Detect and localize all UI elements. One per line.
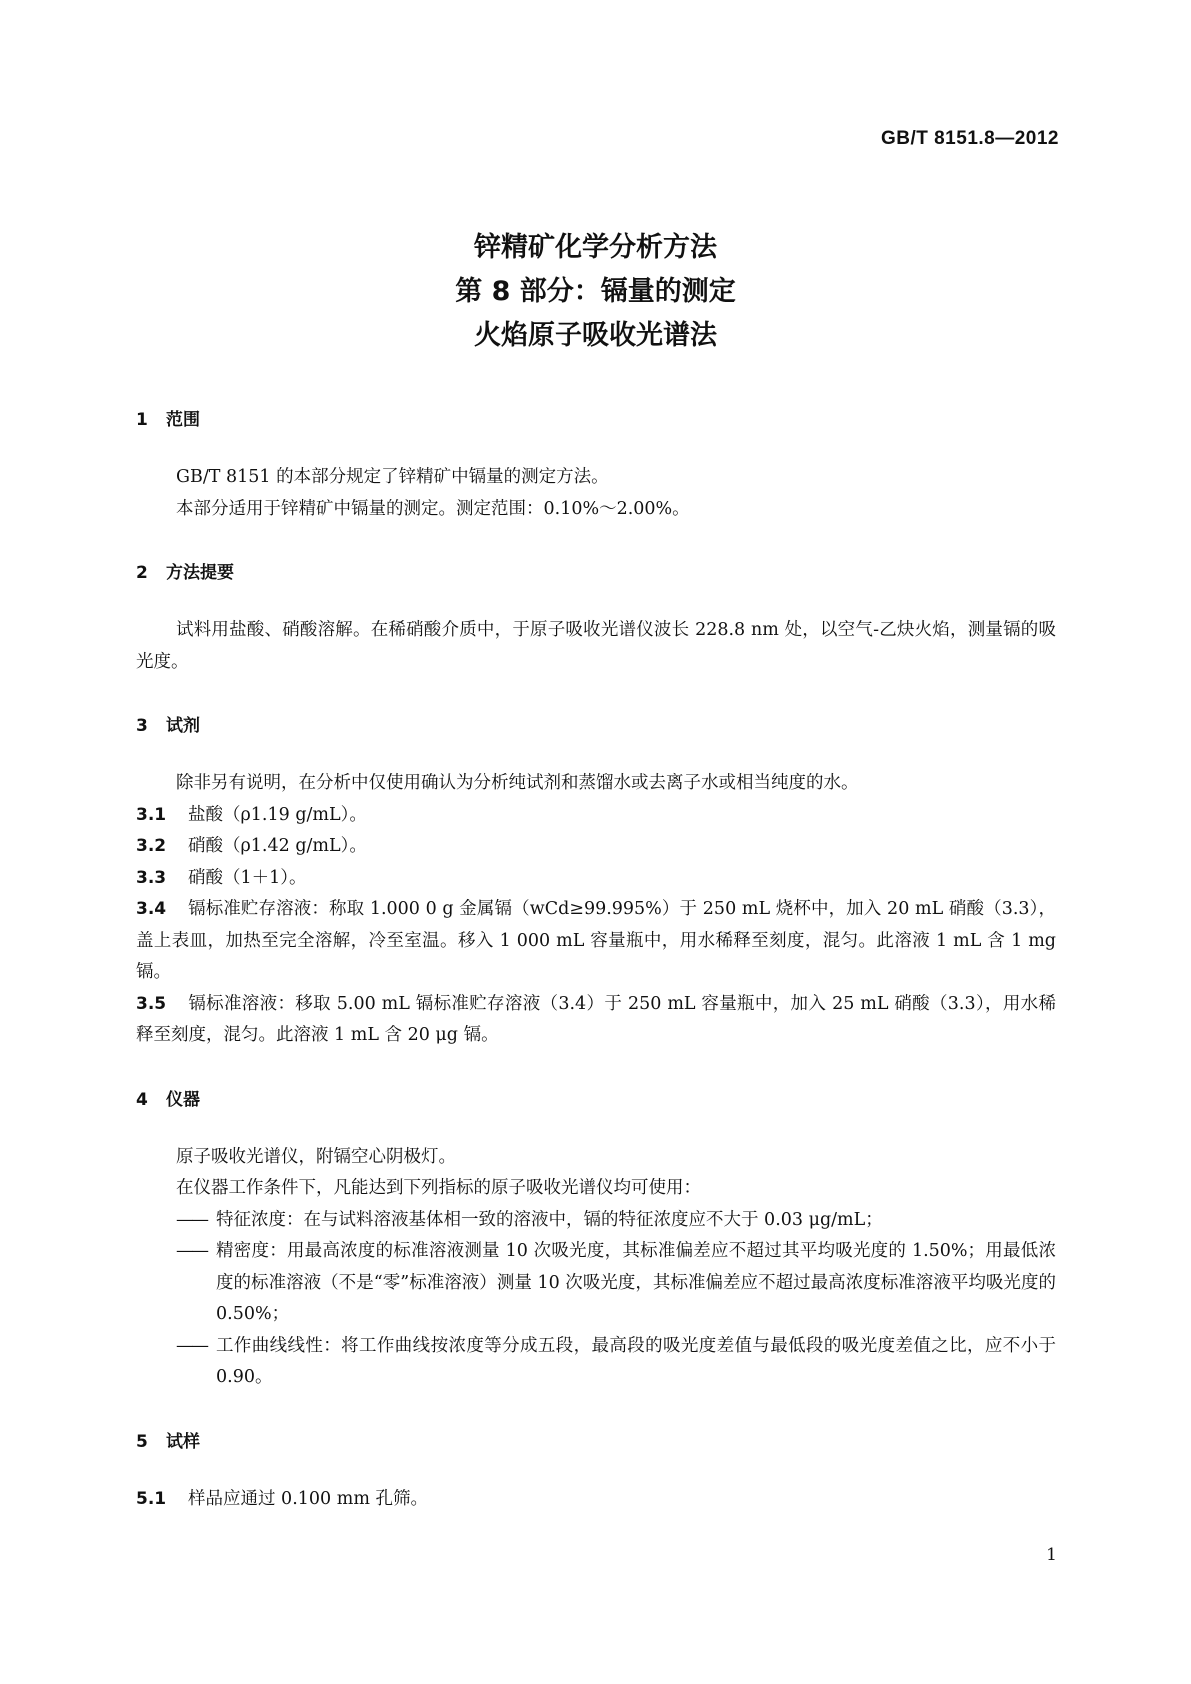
clause-number: 3.5 — [136, 993, 167, 1014]
section-heading-reagents — [136, 710, 1056, 742]
dash-list-item — [136, 1331, 1056, 1394]
clause-text: 硝酸（1＋1）。 — [188, 867, 307, 888]
document-body — [136, 404, 1056, 1515]
page-number: 1 — [1046, 1545, 1057, 1565]
title-line-3: 火焰原子吸收光谱法 — [474, 320, 717, 351]
section-number: 4 — [136, 1089, 148, 1110]
dash-marker: —— — [176, 1241, 207, 1261]
section-number: 2 — [136, 563, 148, 583]
paragraph: 原子吸收光谱仪，附镉空心阴极灯。 — [176, 1146, 456, 1167]
section-number: 5 — [136, 1431, 148, 1452]
standard-code: GB/T 8151.8—2012 — [880, 128, 1059, 149]
dash-marker: —— — [176, 1209, 207, 1230]
clause-number: 3.1 — [136, 804, 167, 825]
clause-text: 镉标准溶液：移取 5.00 mL 镉标准贮存溶液（3.4）于 250 mL 容量瓶中，加入 25 mL 硝酸（3.3），用水稀释至刻度，混匀。此溶液 1 mL 含 20 μg 镉。 — [136, 993, 1056, 1045]
clause-number: 3.2 — [136, 836, 167, 856]
title-line-1: 锌精矿化学分析方法 — [474, 232, 717, 263]
dash-list-item — [136, 1205, 1056, 1237]
section-title: 方法提要 — [166, 563, 234, 583]
clause-text: 盐酸（ρ1.19 g/mL）。 — [188, 804, 367, 825]
dash-item-text: 精密度：用最高浓度的标准溶液测量 10 次吸光度，其标准偏差应不超过其平均吸光度的 1.50%；用最低浓度的标准溶液（不是“零”标准溶液）测量 10 次吸光度，其标准偏差应不超过最高浓度标准溶液平均吸光度的 0.50%； — [216, 1241, 1056, 1324]
section-title: 试样 — [166, 1431, 200, 1452]
section-heading-principle — [136, 557, 1056, 589]
clause-item — [136, 831, 1056, 863]
paragraph: 试料用盐酸、硝酸溶解。在稀硝酸介质中，于原子吸收光谱仪波长 228.8 nm 处，以空气-乙炔火焰，测量镉的吸光度。 — [136, 620, 1056, 672]
dash-item-text: 工作曲线线性：将工作曲线按浓度等分成五段，最高段的吸光度差值与最低段的吸光度差值之比，应不小于 0.90。 — [216, 1335, 1056, 1387]
clause-item — [136, 894, 1056, 989]
section-heading-apparatus — [136, 1084, 1056, 1116]
paragraph: 除非另有说明，在分析中仅使用确认为分析纯试剂和蒸馏水或去离子水或相当纯度的水。 — [176, 773, 859, 793]
clause-item — [136, 863, 1056, 895]
section-heading-sample — [136, 1426, 1056, 1458]
clause-text: 硝酸（ρ1.42 g/mL）。 — [188, 836, 367, 856]
document-title — [0, 226, 1191, 358]
dash-item-text: 特征浓度：在与试料溶液基体相一致的溶液中，镉的特征浓度应不大于 0.03 μg/mL； — [216, 1209, 883, 1230]
clause-text: 样品应通过 0.100 mm 孔筛。 — [188, 1488, 428, 1509]
section-title: 范围 — [166, 410, 200, 430]
section-number: 1 — [136, 410, 148, 430]
section-number: 3 — [136, 716, 148, 736]
section-title: 仪器 — [166, 1089, 200, 1110]
clause-number: 3.4 — [136, 899, 167, 919]
paragraph: GB/T 8151 的本部分规定了锌精矿中镉量的测定方法。 — [176, 467, 609, 487]
dash-marker: —— — [176, 1335, 207, 1356]
clause-number: 5.1 — [136, 1488, 167, 1509]
clause-number: 3.3 — [136, 867, 167, 888]
paragraph: 本部分适用于锌精矿中镉量的测定。测定范围：0.10%～2.00%。 — [176, 498, 690, 519]
dash-list-item — [136, 1236, 1056, 1331]
clause-item — [136, 800, 1056, 832]
clause-item — [136, 989, 1056, 1052]
paragraph: 在仪器工作条件下，凡能达到下列指标的原子吸收光谱仪均可使用： — [176, 1178, 701, 1198]
title-line-2: 第 8 部分：镉量的测定 — [455, 276, 736, 307]
section-title: 试剂 — [166, 716, 200, 736]
clause-text: 镉标准贮存溶液：称取 1.000 0 g 金属镉（wCd≥99.995%）于 250 mL 烧杯中，加入 20 mL 硝酸（3.3），盖上表皿，加热至完全溶解，冷至室温。移入 1 000 mL 容量瓶中，用水稀释至刻度，混匀。此溶液 1 mL 含 1 mg 镉。 — [136, 899, 1056, 982]
section-heading-scope — [136, 404, 1056, 436]
clause-item — [136, 1484, 1056, 1516]
